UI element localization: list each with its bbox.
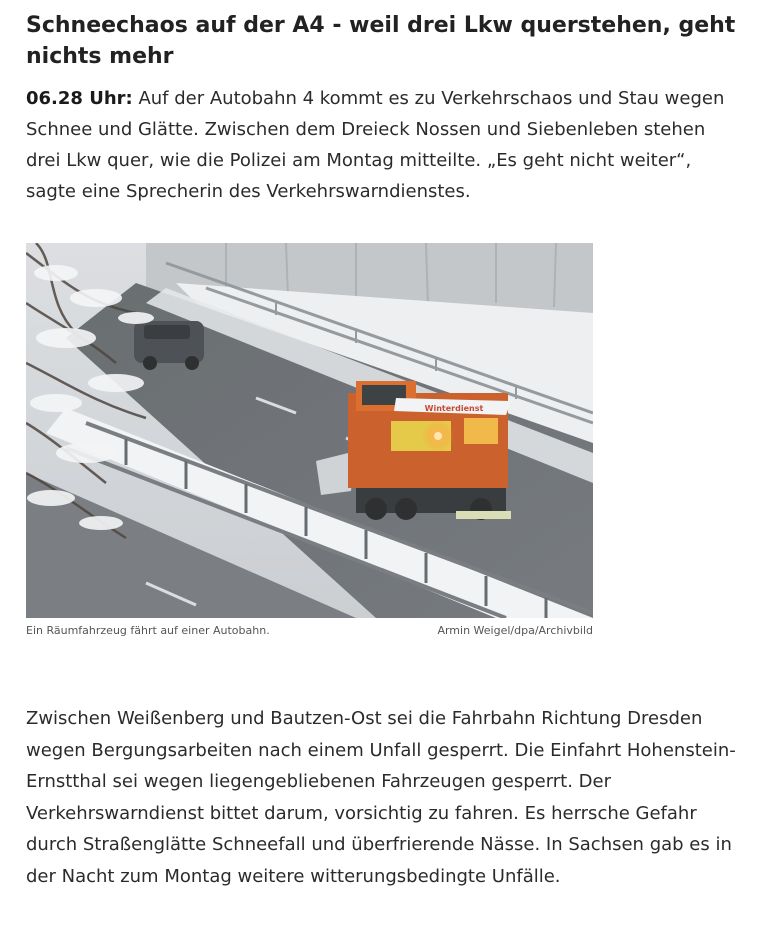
- article-figure: [26, 243, 593, 637]
- body-paragraph: Zwischen Weißenberg und Bautzen-Ost sei die Fahrbahn Richtung Dresden wegen Bergungsarbeiten nach einem Unfall gesperrt. Die Einfahrt Hohenstein-Ernstthal sei wegen liegengebliebenen Fahrzeugen gesperrt. Der Verkehrswarndienst bittet darum, vorsichtig zu fahren. Es herrsche Gefahr durch Straßenglätte Schneefall und überfrierende Nässe. In Sachsen gab es in der Nacht zum Montag weitere witterungsbedingte Unfälle.: [26, 708, 736, 887]
- lead-paragraph: [26, 83, 741, 207]
- truck-sign: Winterdienst: [424, 404, 484, 413]
- photo-caption-row: [26, 624, 593, 638]
- photo-credit: Armin Weigel/dpa/Archivbild: [437, 624, 593, 637]
- photo-caption: Ein Räumfahrzeug fährt auf einer Autobahn.: [26, 624, 270, 637]
- lead-timestamp: 06.28 Uhr:: [26, 88, 133, 109]
- article-headline: Schneechaos auf der A4 - weil drei Lkw querstehen, geht nichts mehr: [26, 13, 736, 69]
- lead-text: Auf der Autobahn 4 kommt es zu Verkehrschaos und Stau wegen Schnee und Glätte. Zwischen dem Dreieck Nossen und Siebenleben stehen drei Lkw quer, wie die Polizei am Montag mitteilte. „Es geht nicht weiter“, sagte eine Sprecherin des Verkehrswarndienstes.: [26, 88, 725, 202]
- snowplow-photo[interactable]: [26, 243, 593, 618]
